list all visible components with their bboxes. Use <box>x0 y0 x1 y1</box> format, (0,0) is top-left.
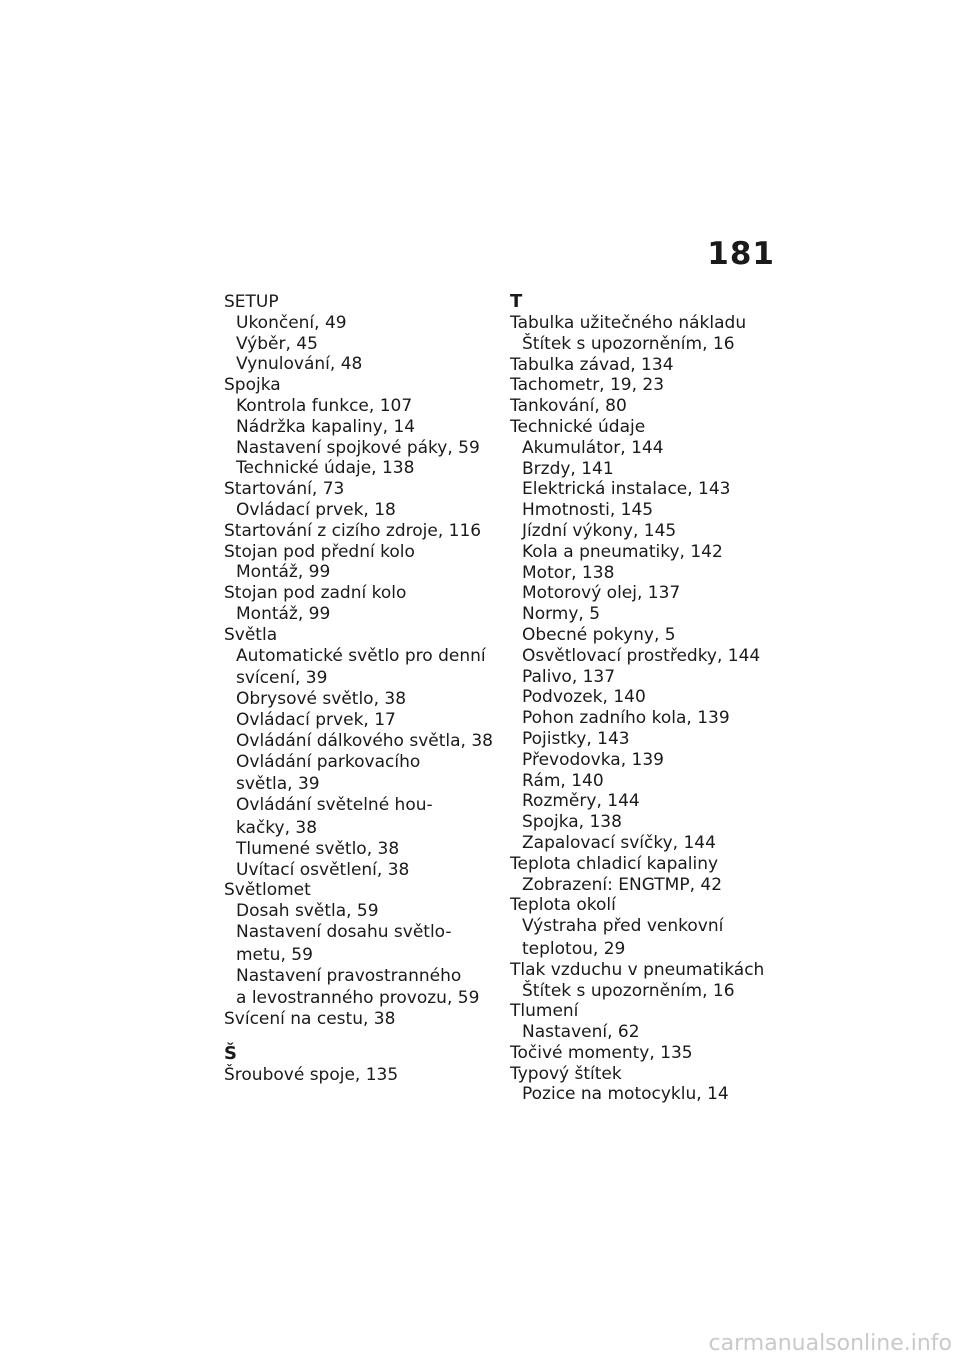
index-entry: SETUP <box>224 292 279 312</box>
index-subentry: Akumulátor, 144 <box>522 437 664 458</box>
index-subentry: Dosah světla, 59 <box>236 901 379 922</box>
index-subentry: Automatické světlo pro denní <box>236 645 486 666</box>
index-subentry: Nastavení spojkové páky, 59 <box>236 437 480 458</box>
index-subentry-continuation: a levostranného provozu, 59 <box>236 988 480 1009</box>
index-subentry: Kontrola funkce, 107 <box>236 395 413 416</box>
index-subentry: Nastavení dosahu světlo- <box>236 921 452 942</box>
index-subentry: Rám, 140 <box>522 770 604 791</box>
index-subentry: Zapalovací svíčky, 144 <box>522 832 716 853</box>
index-subentry: Obecné pokyny, 5 <box>522 624 676 645</box>
index-subentry: Zobrazení: ENGTMP, 42 <box>522 874 723 895</box>
index-column-left <box>224 292 494 1086</box>
section-letter: T <box>510 291 523 312</box>
index-entry: Tabulka užitečného nákladu <box>510 313 747 333</box>
index-entry: Startování z cizího zdroje, 116 <box>224 520 482 541</box>
index-subentry: Montáž, 99 <box>236 603 331 624</box>
section-letter: Š <box>224 1042 237 1064</box>
index-subentry: Výběr, 45 <box>236 333 318 354</box>
index-entry: Šroubové spoje, 135 <box>224 1064 399 1085</box>
index-subentry: Ukončení, 49 <box>236 312 347 333</box>
index-subentry: Palivo, 137 <box>522 666 616 687</box>
index-subentry: Ovládání dálkového světla, 38 <box>236 730 493 751</box>
index-subentry: Pohon zadního kola, 139 <box>522 708 730 729</box>
index-entry: Teplota chladicí kapaliny <box>510 853 719 874</box>
index-subentry: Pojistky, 143 <box>522 728 630 749</box>
index-subentry: Ovládání parkovacího <box>236 751 421 772</box>
index-column-right <box>510 292 770 1105</box>
index-entry: Technické údaje <box>510 416 646 437</box>
watermark-text: carmanualsonline.info <box>708 1331 952 1356</box>
index-subentry: Kola a pneumatiky, 142 <box>522 541 723 562</box>
index-subentry: Ovládací prvek, 17 <box>236 709 396 730</box>
index-subentry: Normy, 5 <box>522 604 601 625</box>
index-subentry: Převodovka, 139 <box>522 749 664 770</box>
index-entry: Tabulka závad, 134 <box>510 354 674 375</box>
index-subentry: Motor, 138 <box>522 562 615 583</box>
index-entry: Tlumení <box>510 1001 579 1022</box>
index-entry: Tachometr, 19, 23 <box>510 375 665 396</box>
index-subentry: Spojka, 138 <box>522 812 622 833</box>
index-entry: Typový štítek <box>510 1063 622 1084</box>
index-entry: Startování, 73 <box>224 479 345 500</box>
index-entry: Světlomet <box>224 880 311 901</box>
index-subentry: Jízdní výkony, 145 <box>522 520 677 541</box>
index-subentry: Osvětlovací prostředky, 144 <box>522 645 761 666</box>
index-subentry: Motorový olej, 137 <box>522 583 681 604</box>
index-entry: Světla <box>224 624 278 645</box>
index-subentry: Nastavení, 62 <box>522 1022 640 1043</box>
index-subentry: Ovládání světelné hou- <box>236 795 433 816</box>
page-number: 181 <box>707 236 775 272</box>
index-subentry: Brzdy, 141 <box>522 458 614 479</box>
index-subentry-continuation: světla, 39 <box>236 774 320 795</box>
index-subentry-continuation: svícení, 39 <box>236 668 328 689</box>
index-subentry: Štítek s upozorněním, 16 <box>522 333 735 354</box>
index-entry: Stojan pod přední kolo <box>224 541 415 562</box>
index-subentry: Technické údaje, 138 <box>236 458 415 479</box>
index-entry: Tlak vzduchu v pneumatikách <box>510 959 765 980</box>
index-subentry: Hmotnosti, 145 <box>522 500 654 521</box>
index-subentry: Pozice na motocyklu, 14 <box>522 1084 729 1105</box>
index-subentry: Rozměry, 144 <box>522 791 640 812</box>
index-subentry: Nastavení pravostranného <box>236 965 462 986</box>
index-subentry: Elektrická instalace, 143 <box>522 479 731 500</box>
index-entry: Svícení na cestu, 38 <box>224 1009 396 1030</box>
index-entry: Spojka <box>224 375 281 396</box>
index-subentry-continuation: metu, 59 <box>236 944 313 965</box>
index-subentry: Podvozek, 140 <box>522 687 646 708</box>
index-subentry: Obrysové světlo, 38 <box>236 689 407 710</box>
index-subentry: Štítek s upozorněním, 16 <box>522 980 735 1001</box>
index-subentry: Uvítací osvětlení, 38 <box>236 859 410 880</box>
index-entry: Stojan pod zadní kolo <box>224 583 407 604</box>
index-subentry: Tlumené světlo, 38 <box>236 838 400 859</box>
index-entry: Točivé momenty, 135 <box>510 1042 693 1063</box>
index-subentry: Nádržka kapaliny, 14 <box>236 416 416 437</box>
index-entry: Teplota okolí <box>510 895 616 916</box>
index-subentry: Montáž, 99 <box>236 562 331 583</box>
index-subentry-continuation: kačky, 38 <box>236 817 318 838</box>
index-subentry-continuation: teplotou, 29 <box>522 938 626 959</box>
index-subentry: Výstraha před venkovní <box>522 916 724 937</box>
index-subentry: Ovládací prvek, 18 <box>236 499 396 520</box>
index-entry: Tankování, 80 <box>510 396 627 417</box>
index-subentry: Vynulování, 48 <box>236 354 363 375</box>
